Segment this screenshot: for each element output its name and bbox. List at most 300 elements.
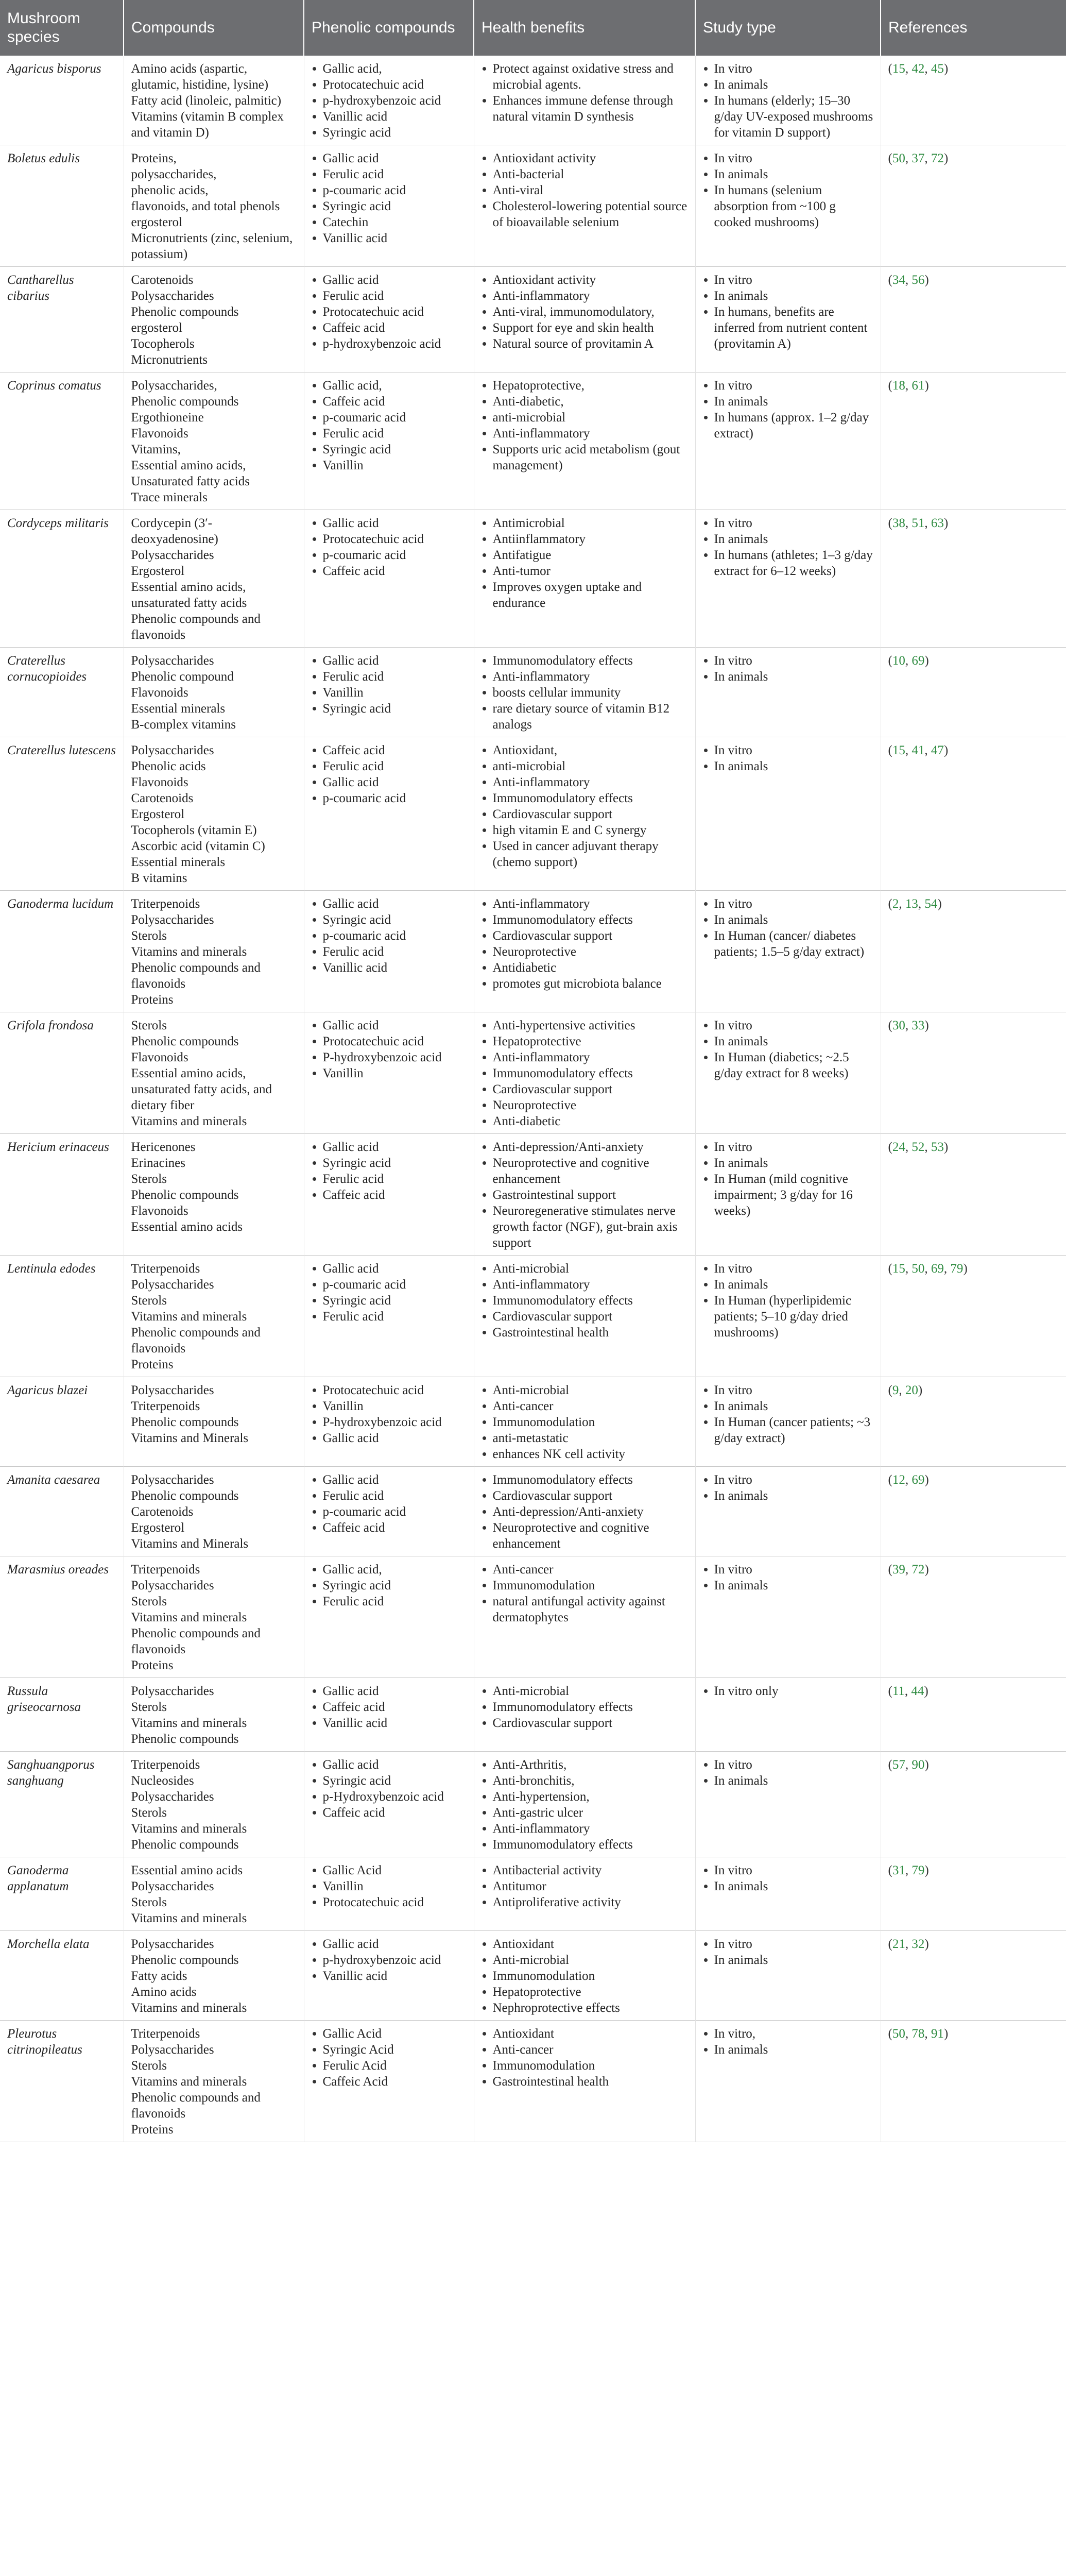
- compound-item: Vitamins (vitamin B complex and vitamin D): [131, 110, 284, 140]
- study-type-cell: [695, 2021, 881, 2142]
- phenolic-compounds-cell: [304, 1256, 474, 1377]
- references-cell: (2, 13, 54): [888, 897, 942, 911]
- reference-link[interactable]: 52: [912, 1140, 925, 1154]
- phenolic-item: Caffeic acid: [312, 320, 467, 336]
- benefit-item: Antioxidant activity: [482, 272, 688, 288]
- phenolic-item: Vanillin: [312, 457, 467, 473]
- table-row: [0, 145, 1066, 267]
- table-row: [0, 56, 1066, 145]
- compound-item: Carotenoids: [131, 273, 194, 287]
- phenolic-compounds-cell: [304, 1377, 474, 1467]
- health-benefits-list: [482, 1936, 688, 2016]
- benefit-item: Anti-microbial: [482, 1261, 688, 1277]
- health-benefits-cell: [474, 1678, 695, 1752]
- reference-link[interactable]: 91: [931, 2027, 944, 2041]
- study-item: In animals: [703, 1277, 873, 1293]
- compound-item: Sterols: [131, 1700, 167, 1714]
- species-name: Craterellus lutescens: [0, 737, 124, 891]
- references-cell: (30, 33): [888, 1019, 929, 1032]
- compound-item: flavonoids, and total phenols: [131, 199, 280, 213]
- benefit-item: Anti-depression/Anti-anxiety: [482, 1504, 688, 1520]
- references-cell: (39, 72): [888, 1563, 929, 1577]
- health-benefits-cell: [474, 1556, 695, 1678]
- phenolic-item: p-hydroxybenzoic acid: [312, 93, 467, 109]
- phenolic-item: Syringic acid: [312, 701, 467, 717]
- phenolic-compounds-list: [312, 1936, 467, 1984]
- study-type-list: [703, 653, 873, 685]
- header-row: [0, 0, 1066, 56]
- reference-link[interactable]: 69: [931, 1262, 944, 1276]
- benefit-item: enhances NK cell activity: [482, 1446, 688, 1462]
- health-benefits-list: [482, 1862, 688, 1910]
- benefit-item: Anti-cancer: [482, 1398, 688, 1414]
- compound-item: Ergosterol: [131, 564, 185, 578]
- benefit-item: Cardiovascular support: [482, 1081, 688, 1097]
- phenolic-item: Ferulic acid: [312, 758, 467, 774]
- phenolic-item: Ferulic Acid: [312, 2058, 467, 2074]
- species-name: Craterellus cornucopioides: [0, 648, 124, 737]
- compound-item: Phenolic compounds: [131, 305, 239, 319]
- species-name: Ganoderma lucidum: [0, 891, 124, 1012]
- compound-item: Polysaccharides: [131, 1473, 214, 1487]
- study-type-cell: [695, 1857, 881, 1931]
- compounds-cell: [124, 737, 304, 891]
- health-benefits-cell: [474, 2021, 695, 2142]
- phenolic-item: Ferulic acid: [312, 166, 467, 182]
- phenolic-item: p-coumaric acid: [312, 928, 467, 944]
- compound-item: ergosterol: [131, 215, 183, 229]
- study-type-cell: [695, 510, 881, 648]
- benefit-item: Improves oxygen uptake and endurance: [482, 579, 688, 611]
- benefit-item: Neuroregenerative stimulates nerve growth factor (NGF), gut-brain axis support: [482, 1203, 688, 1251]
- study-item: In vitro: [703, 1139, 873, 1155]
- health-benefits-list: [482, 1139, 688, 1251]
- compound-item: polysaccharides,: [131, 167, 217, 181]
- reference-link[interactable]: 72: [931, 151, 944, 165]
- reference-link[interactable]: 78: [912, 2027, 925, 2041]
- species-name: Grifola frondosa: [0, 1012, 124, 1134]
- health-benefits-list: [482, 1018, 688, 1129]
- study-type-list: [703, 1382, 873, 1446]
- compound-item: Amino acids: [131, 1985, 197, 1999]
- compound-item: Vitamins and minerals: [131, 2075, 247, 2089]
- reference-link[interactable]: 41: [912, 743, 925, 757]
- reference-link[interactable]: 13: [905, 897, 918, 911]
- study-item: In animals: [703, 1155, 873, 1171]
- species-name: Coprinus comatus: [0, 372, 124, 510]
- health-benefits-cell: [474, 56, 695, 145]
- benefit-item: Hepatoprotective,: [482, 378, 688, 394]
- reference-link[interactable]: 56: [912, 273, 925, 287]
- reference-link[interactable]: 47: [931, 743, 944, 757]
- compound-item: Essential minerals: [131, 702, 226, 716]
- compound-item: Polysaccharides: [131, 1278, 214, 1292]
- study-item: In animals: [703, 394, 873, 410]
- reference-link[interactable]: 90: [912, 1758, 925, 1772]
- study-item: In animals: [703, 1398, 873, 1414]
- phenolic-item: Caffeic acid: [312, 1805, 467, 1821]
- reference-link[interactable]: 63: [931, 516, 944, 530]
- compound-item: Phenolic compounds and flavonoids: [131, 612, 261, 642]
- study-type-cell: [695, 56, 881, 145]
- table-row: [0, 1931, 1066, 2021]
- phenolic-item: Ferulic acid: [312, 944, 467, 960]
- compound-item: Fatty acids: [131, 1969, 187, 1983]
- phenolic-item: Syringic acid: [312, 1578, 467, 1594]
- benefit-item: Anti-tumor: [482, 563, 688, 579]
- health-benefits-cell: [474, 891, 695, 1012]
- reference-link[interactable]: 50: [892, 2027, 905, 2041]
- benefit-item: Immunomodulation: [482, 2058, 688, 2074]
- compound-item: Phenolic compounds and flavonoids: [131, 1626, 261, 1656]
- phenolic-item: Syringic acid: [312, 442, 467, 457]
- compounds-cell: [124, 56, 304, 145]
- compound-item: Phenolic compounds: [131, 1035, 239, 1048]
- study-item: In vitro: [703, 1757, 873, 1773]
- health-benefits-cell: [474, 1256, 695, 1377]
- compound-item: Phenolic compounds: [131, 395, 239, 409]
- reference-link[interactable]: 24: [892, 1140, 905, 1154]
- reference-link[interactable]: 69: [912, 654, 925, 668]
- references-cell: (15, 50, 69, 79): [888, 1262, 968, 1276]
- benefit-item: Anti-diabetic: [482, 1113, 688, 1129]
- reference-link[interactable]: 38: [892, 516, 905, 530]
- compound-item: Trace minerals: [131, 490, 208, 504]
- benefit-item: Immunomodulation: [482, 1578, 688, 1594]
- phenolic-item: p-coumaric acid: [312, 1504, 467, 1520]
- study-type-list: [703, 1757, 873, 1789]
- reference-link[interactable]: 69: [912, 1473, 925, 1487]
- benefit-item: Support for eye and skin health: [482, 320, 688, 336]
- benefit-item: Protect against oxidative stress and microbial agents.: [482, 61, 688, 93]
- study-item: In vitro,: [703, 2026, 873, 2042]
- compound-item: Flavonoids: [131, 1204, 188, 1218]
- reference-link[interactable]: 50: [892, 151, 905, 165]
- compound-item: Nucleosides: [131, 1774, 194, 1788]
- health-benefits-cell: [474, 510, 695, 648]
- table-row: [0, 1857, 1066, 1931]
- health-benefits-list: [482, 1472, 688, 1552]
- phenolic-item: Gallic Acid: [312, 1862, 467, 1878]
- phenolic-item: Caffeic acid: [312, 563, 467, 579]
- phenolic-item: Gallic acid: [312, 653, 467, 669]
- study-type-cell: [695, 1377, 881, 1467]
- compound-item: Essential amino acids: [131, 1863, 243, 1877]
- phenolic-compounds-cell: [304, 1752, 474, 1857]
- compounds-cell: [124, 891, 304, 1012]
- compound-item: Fatty acid (linoleic, palmitic): [131, 94, 282, 108]
- compound-item: ergosterol: [131, 321, 183, 335]
- benefit-item: Cardiovascular support: [482, 1309, 688, 1325]
- benefit-item: anti-microbial: [482, 758, 688, 774]
- phenolic-compounds-list: [312, 272, 467, 352]
- compound-item: Vitamins,: [131, 443, 181, 456]
- compounds-cell: [124, 1752, 304, 1857]
- reference-link[interactable]: 50: [912, 1262, 925, 1276]
- compound-item: Essential amino acids, unsaturated fatty acids, and dietary fiber: [131, 1066, 272, 1112]
- study-type-list: [703, 1139, 873, 1219]
- phenolic-item: p-Hydroxybenzoic acid: [312, 1789, 467, 1805]
- compounds-cell: [124, 145, 304, 267]
- phenolic-item: Vanillic acid: [312, 230, 467, 246]
- compound-item: Vitamins and minerals: [131, 2001, 247, 2015]
- compound-item: Ergothioneine: [131, 411, 204, 425]
- study-type-cell: [695, 1012, 881, 1134]
- references-cell: (18, 61): [888, 379, 929, 393]
- compound-item: Micronutrients (zinc, selenium, potassium): [131, 231, 293, 261]
- compounds-cell: [124, 1377, 304, 1467]
- phenolic-compounds-list: [312, 742, 467, 806]
- reference-link[interactable]: 33: [912, 1019, 925, 1032]
- species-name: Sanghuangporus sanghuang: [0, 1752, 124, 1857]
- health-benefits-list: [482, 515, 688, 611]
- phenolic-item: P-hydroxybenzoic acid: [312, 1414, 467, 1430]
- phenolic-item: Gallic acid: [312, 1018, 467, 1033]
- reference-link[interactable]: 44: [911, 1684, 924, 1698]
- reference-link[interactable]: 57: [892, 1758, 905, 1772]
- reference-link[interactable]: 42: [912, 62, 925, 76]
- benefit-item: Antifatigue: [482, 547, 688, 563]
- phenolic-compounds-list: [312, 378, 467, 473]
- compound-item: Phenolic compound: [131, 670, 234, 684]
- benefit-item: Antioxidant: [482, 2026, 688, 2042]
- reference-link[interactable]: 39: [892, 1563, 905, 1577]
- study-item: In humans (approx. 1–2 g/day extract): [703, 410, 873, 442]
- species-name: Morchella elata: [0, 1931, 124, 2021]
- species-name: Russula griseocarnosa: [0, 1678, 124, 1752]
- health-benefits-list: [482, 1683, 688, 1731]
- benefit-item: Anti-inflammatory: [482, 288, 688, 304]
- study-item: In Human (hyperlipidemic patients; 5–10 g/day dried mushrooms): [703, 1293, 873, 1341]
- phenolic-compounds-list: [312, 1472, 467, 1536]
- phenolic-compounds-cell: [304, 891, 474, 1012]
- compound-item: Vitamins and minerals: [131, 1822, 247, 1836]
- reference-link[interactable]: 15: [892, 62, 905, 76]
- compound-item: Sterols: [131, 1895, 167, 1909]
- compound-item: Polysaccharides: [131, 2043, 214, 2057]
- compound-item: Ergosterol: [131, 807, 185, 821]
- study-type-list: [703, 1862, 873, 1894]
- references-cell: (38, 51, 63): [888, 516, 949, 530]
- benefit-item: Hepatoprotective: [482, 1984, 688, 2000]
- compounds-cell: [124, 372, 304, 510]
- reference-link[interactable]: 15: [892, 1262, 905, 1276]
- health-benefits-list: [482, 378, 688, 473]
- phenolic-compounds-list: [312, 150, 467, 246]
- phenolic-compounds-list: [312, 1018, 467, 1081]
- reference-link[interactable]: 11: [892, 1684, 905, 1698]
- phenolic-item: Protocatechuic acid: [312, 304, 467, 320]
- references-cell: (50, 37, 72): [888, 151, 949, 165]
- phenolic-item: Protocatechuic acid: [312, 531, 467, 547]
- compound-item: Sterols: [131, 2059, 167, 2073]
- benefit-item: anti-metastatic: [482, 1430, 688, 1446]
- reference-link[interactable]: 79: [912, 1863, 925, 1877]
- species-name: Pleurotus citrinopileatus: [0, 2021, 124, 2142]
- benefit-item: Antiproliferative activity: [482, 1894, 688, 1910]
- study-item: In humans, benefits are inferred from nutrient content (provitamin A): [703, 304, 873, 352]
- phenolic-item: p-coumaric acid: [312, 790, 467, 806]
- health-benefits-cell: [474, 145, 695, 267]
- benefit-item: natural antifungal activity against dermatophytes: [482, 1594, 688, 1625]
- compound-item: Phenolic compounds and flavonoids: [131, 1326, 261, 1355]
- benefit-item: Antioxidant activity: [482, 150, 688, 166]
- header-phenolic-compounds: Phenolic compounds: [304, 0, 474, 56]
- study-type-list: [703, 515, 873, 579]
- species-name: Cantharellus cibarius: [0, 267, 124, 372]
- benefit-item: Neuroprotective and cognitive enhancement: [482, 1155, 688, 1187]
- reference-link[interactable]: 12: [892, 1473, 905, 1487]
- benefit-item: Anti-depression/Anti-anxiety: [482, 1139, 688, 1155]
- header-references: References: [881, 0, 1066, 56]
- compound-item: Phenolic acids: [131, 759, 206, 773]
- reference-link[interactable]: 72: [912, 1563, 925, 1577]
- compound-item: Essential amino acids, unsaturated fatty acids: [131, 580, 247, 610]
- study-type-cell: [695, 648, 881, 737]
- benefit-item: Anti-viral, immunomodulatory,: [482, 304, 688, 320]
- compound-item: Proteins: [131, 1358, 174, 1371]
- study-item: In vitro: [703, 896, 873, 912]
- study-item: In humans (selenium absorption from ~100 g cooked mushrooms): [703, 182, 873, 230]
- health-benefits-cell: [474, 1012, 695, 1134]
- compound-item: Polysaccharides: [131, 1383, 214, 1397]
- table-row: [0, 1256, 1066, 1377]
- benefit-item: Antimicrobial: [482, 515, 688, 531]
- phenolic-compounds-cell: [304, 1857, 474, 1931]
- phenolic-item: Syringic acid: [312, 125, 467, 141]
- study-item: In animals: [703, 166, 873, 182]
- reference-link[interactable]: 79: [950, 1262, 964, 1276]
- reference-link[interactable]: 53: [931, 1140, 944, 1154]
- compound-item: Vitamins and minerals: [131, 1114, 247, 1128]
- species-name: Amanita caesarea: [0, 1467, 124, 1556]
- benefit-item: Enhances immune defense through natural vitamin D synthesis: [482, 93, 688, 125]
- health-benefits-cell: [474, 1752, 695, 1857]
- benefit-item: Anti-microbial: [482, 1382, 688, 1398]
- phenolic-item: Gallic acid: [312, 1757, 467, 1773]
- compound-item: Polysaccharides: [131, 1879, 214, 1893]
- phenolic-item: Gallic Acid: [312, 2026, 467, 2042]
- phenolic-item: Caffeic Acid: [312, 2074, 467, 2090]
- phenolic-item: P-hydroxybenzoic acid: [312, 1049, 467, 1065]
- species-name: Boletus edulis: [0, 145, 124, 267]
- table-row: [0, 2021, 1066, 2142]
- phenolic-item: Ferulic acid: [312, 1594, 467, 1609]
- compounds-cell: [124, 1931, 304, 2021]
- reference-link[interactable]: 20: [905, 1383, 918, 1397]
- study-type-list: [703, 61, 873, 141]
- phenolic-compounds-list: [312, 1139, 467, 1203]
- phenolic-compounds-list: [312, 1757, 467, 1821]
- study-item: In vitro: [703, 1018, 873, 1033]
- reference-link[interactable]: 15: [892, 743, 905, 757]
- reference-link[interactable]: 10: [892, 654, 905, 668]
- phenolic-item: p-hydroxybenzoic acid: [312, 336, 467, 352]
- reference-link[interactable]: 18: [892, 379, 905, 393]
- study-type-cell: [695, 891, 881, 1012]
- reference-link[interactable]: 61: [912, 379, 925, 393]
- phenolic-item: Protocatechuic acid: [312, 77, 467, 93]
- phenolic-item: Ferulic acid: [312, 426, 467, 442]
- benefit-item: Anti-Arthritis,: [482, 1757, 688, 1773]
- reference-link[interactable]: 45: [931, 62, 944, 76]
- phenolic-item: Vanillic acid: [312, 1968, 467, 1984]
- phenolic-item: Ferulic acid: [312, 669, 467, 685]
- references-cell: (15, 42, 45): [888, 62, 949, 76]
- benefit-item: Cardiovascular support: [482, 1715, 688, 1731]
- benefit-item: Anti-inflammatory: [482, 774, 688, 790]
- compound-item: Sterols: [131, 1595, 167, 1608]
- study-type-cell: [695, 1467, 881, 1556]
- reference-link[interactable]: 9: [892, 1383, 899, 1397]
- compound-item: Ergosterol: [131, 1521, 185, 1535]
- compound-item: Essential minerals: [131, 855, 226, 869]
- benefit-item: Nephroprotective effects: [482, 2000, 688, 2016]
- compound-item: Polysaccharides: [131, 654, 214, 668]
- reference-link[interactable]: 2: [892, 897, 899, 911]
- compound-item: Phenolic compounds: [131, 1732, 239, 1746]
- benefit-item: Neuroprotective: [482, 1097, 688, 1113]
- study-item: In animals: [703, 669, 873, 685]
- study-type-list: [703, 896, 873, 960]
- reference-link[interactable]: 51: [912, 516, 925, 530]
- study-type-list: [703, 1472, 873, 1504]
- benefit-item: Antioxidant: [482, 1936, 688, 1952]
- reference-link[interactable]: 31: [892, 1863, 905, 1877]
- study-type-cell: [695, 1752, 881, 1857]
- reference-link[interactable]: 30: [892, 1019, 905, 1032]
- study-item: In vitro: [703, 742, 873, 758]
- compound-item: Polysaccharides: [131, 1937, 214, 1951]
- compound-item: Vitamins and Minerals: [131, 1431, 249, 1445]
- compound-item: Carotenoids: [131, 1505, 194, 1519]
- phenolic-compounds-cell: [304, 1134, 474, 1256]
- phenolic-compounds-cell: [304, 267, 474, 372]
- compounds-cell: [124, 1012, 304, 1134]
- study-item: In vitro: [703, 378, 873, 394]
- study-item: In animals: [703, 1952, 873, 1968]
- health-benefits-cell: [474, 1467, 695, 1556]
- compound-item: Flavonoids: [131, 427, 188, 440]
- health-benefits-cell: [474, 267, 695, 372]
- reference-link[interactable]: 37: [912, 151, 925, 165]
- species-name: Agaricus blazei: [0, 1377, 124, 1467]
- compound-item: Phenolic compounds: [131, 1953, 239, 1967]
- phenolic-item: p-hydroxybenzoic acid: [312, 1952, 467, 1968]
- compounds-cell: [124, 1857, 304, 1931]
- compound-item: Vitamins and minerals: [131, 1716, 247, 1730]
- phenolic-item: Ferulic acid: [312, 1171, 467, 1187]
- reference-link[interactable]: 54: [924, 897, 938, 911]
- compounds-cell: [124, 267, 304, 372]
- compound-item: Vitamins and minerals: [131, 1611, 247, 1624]
- compound-item: Triterpenoids: [131, 1262, 200, 1276]
- reference-link[interactable]: 34: [892, 273, 905, 287]
- reference-link[interactable]: 21: [892, 1937, 905, 1951]
- benefit-item: Immunomodulatory effects: [482, 790, 688, 806]
- compound-item: B vitamins: [131, 871, 187, 885]
- compound-item: Polysaccharides: [131, 289, 214, 303]
- benefit-item: Cardiovascular support: [482, 1488, 688, 1504]
- compound-item: Triterpenoids: [131, 897, 200, 911]
- reference-link[interactable]: 32: [912, 1937, 925, 1951]
- phenolic-compounds-cell: [304, 648, 474, 737]
- study-type-cell: [695, 145, 881, 267]
- study-item: In vitro: [703, 1862, 873, 1878]
- references-cell: (10, 69): [888, 654, 929, 668]
- compound-item: Proteins: [131, 1658, 174, 1672]
- compound-item: Polysaccharides: [131, 548, 214, 562]
